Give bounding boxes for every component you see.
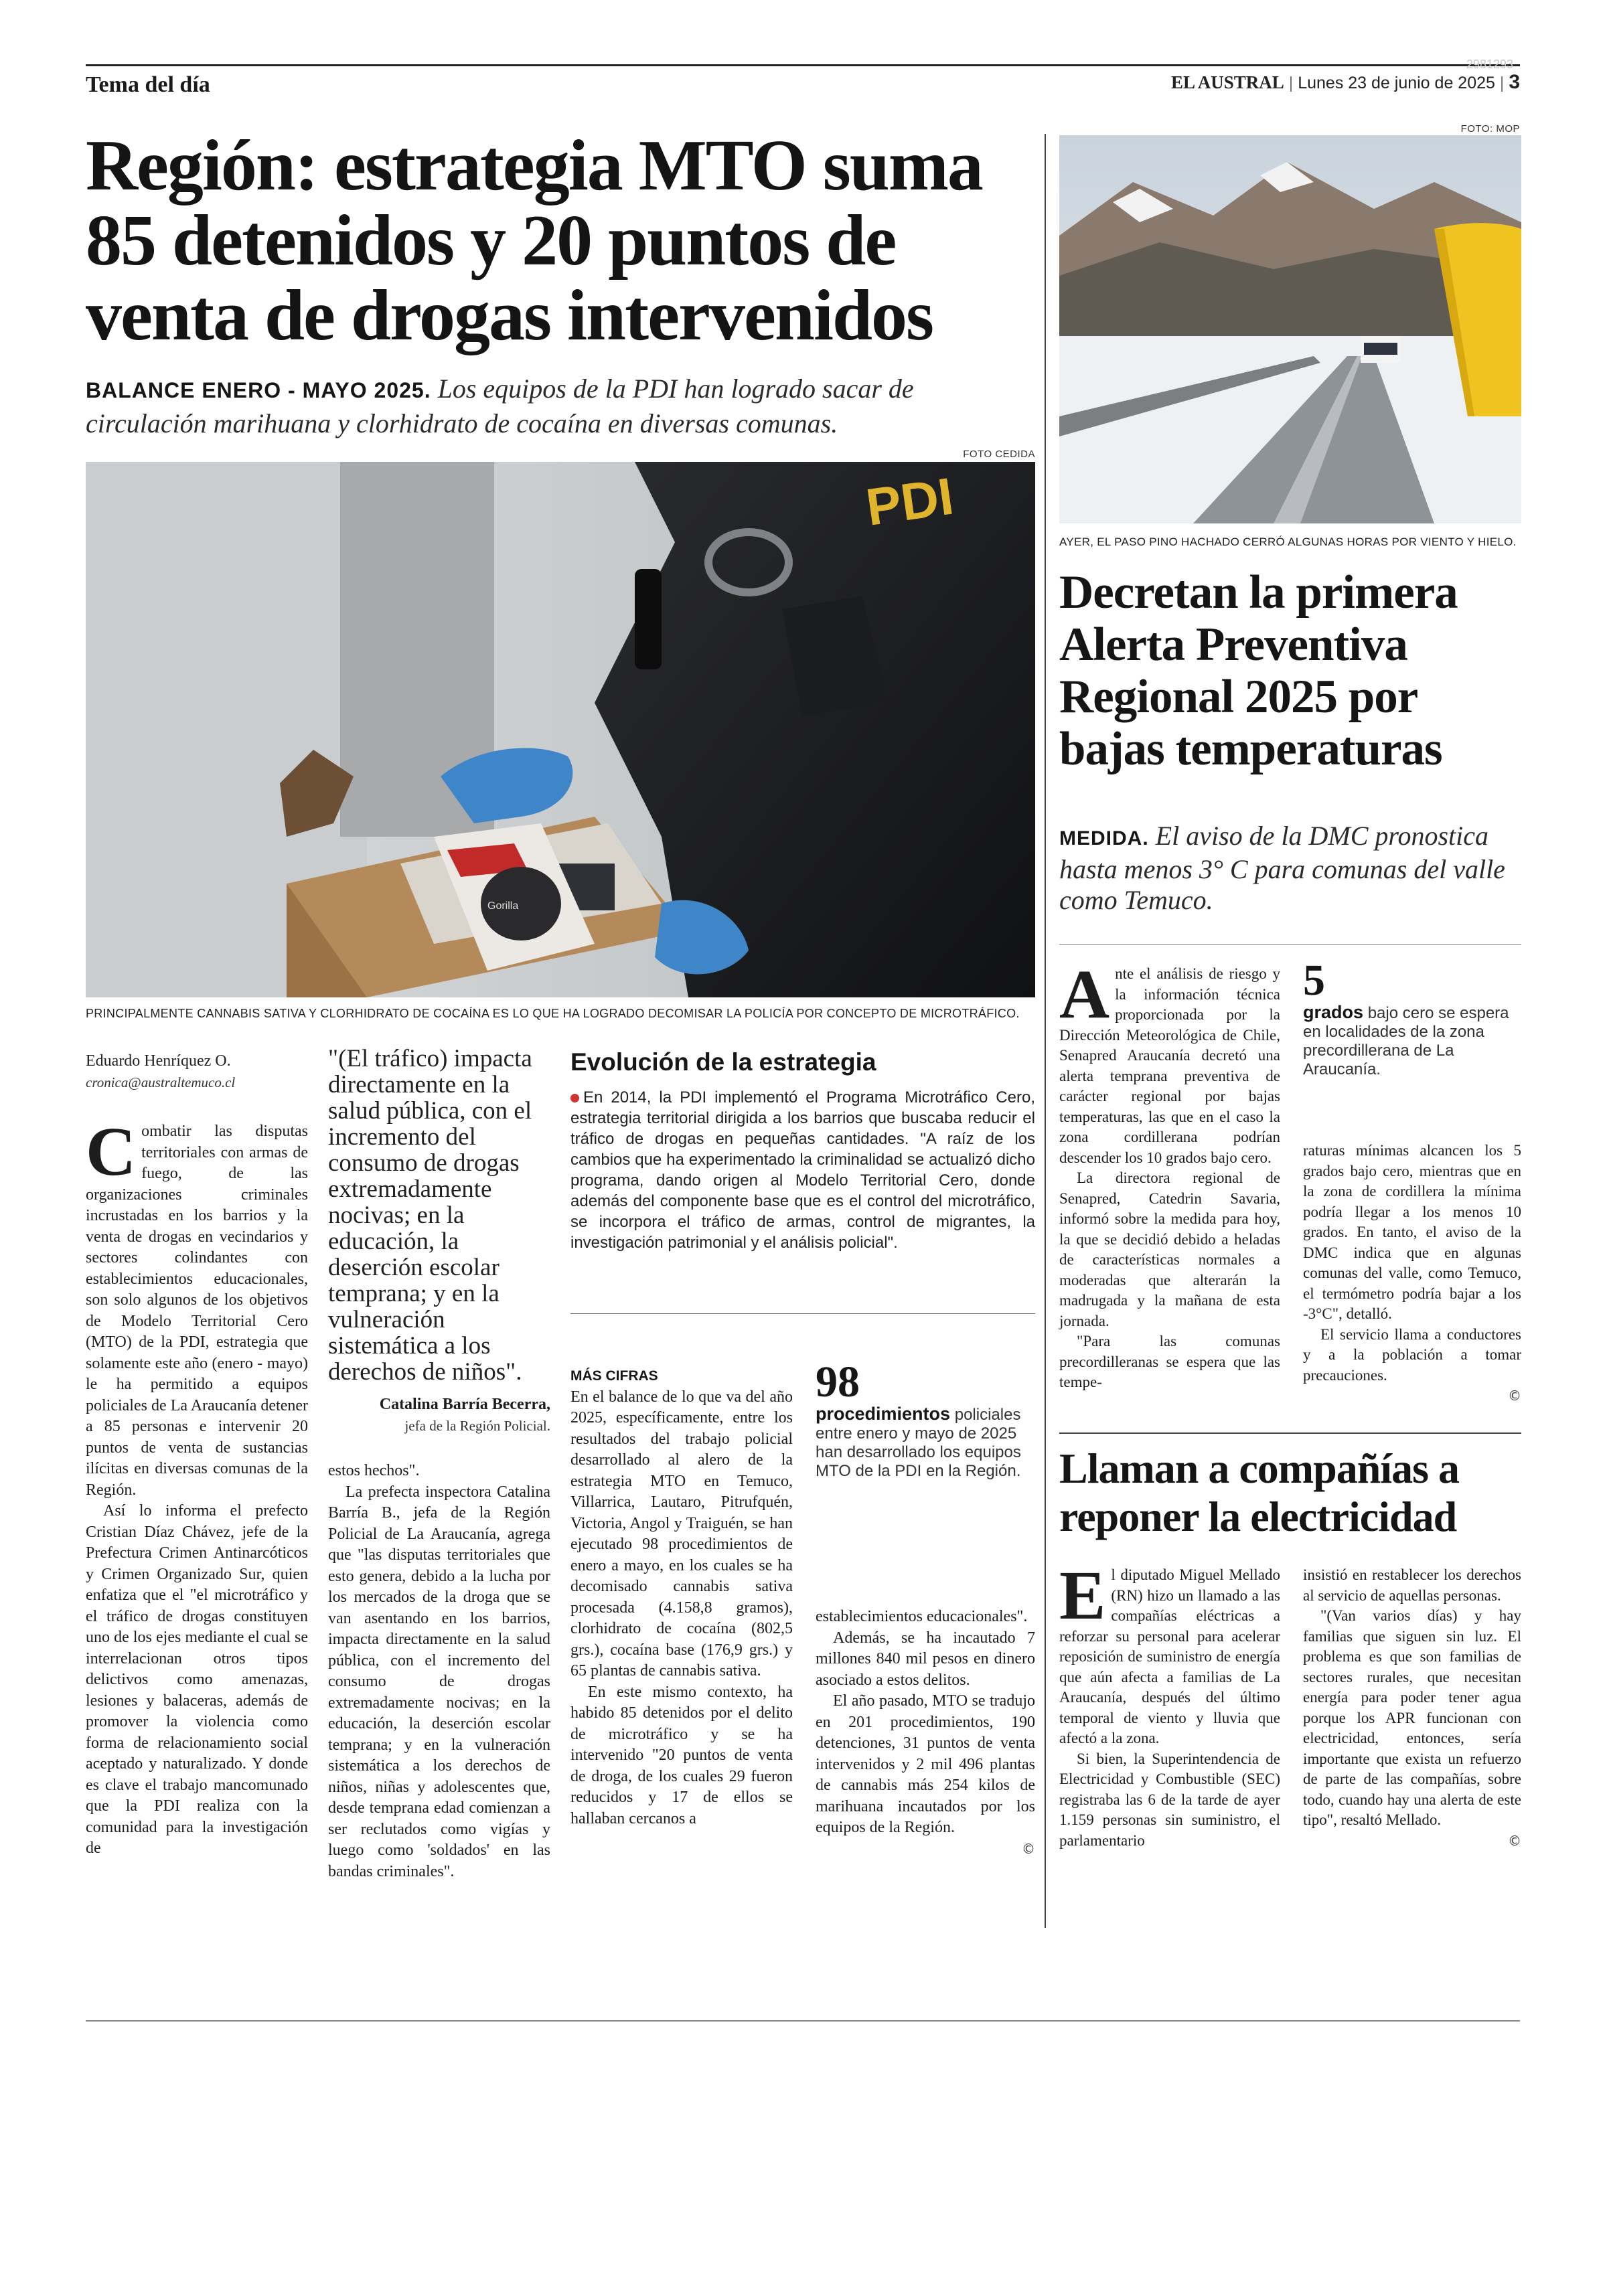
snowy-road-photo [1059,135,1521,523]
footer-rule [86,2020,1520,2022]
main-photo [86,462,1035,997]
main-deck-kicker: BALANCE ENERO - MAYO 2025. [86,378,431,402]
stat-procedimientos [816,1360,1035,1481]
stat-number: 5 [1303,956,1325,1005]
column-4 [816,1607,1035,1860]
article-paragraph: En el balance de lo que va del año 2025, específicamente, entre los resultados del trabajo policial desarrollado al alero de la estrategia MTO en Temuco, Villarrica, Lautaro, Pitrufquén, Victoria, Angol y Traiguén, se han ejecutado 98 procedimientos de enero a mayo, en los cuales se ha decomisado cannabis sativa procesada (4.158,8 gramos), clorhidrato de cocaína (802,5 grs.), cocaína base (176,9 grs.) y 65 plantas de cannabis sativa. [570,1388,793,1679]
electricity-column-1 [1059,1557,1280,1851]
mas-cifras-label: MÁS CIFRAS [570,1368,658,1384]
page-stamp: 2981293 [1466,58,1513,71]
evolution-text: En 2014, la PDI implementó el Programa Microtráfico Cero, estrategia territorial dirigida a los barrios que buscaba reducir el tráfico de drogas en pequeñas cantidades. "A raíz de los cambios que ha experimentado la criminalidad se actualizó dicho programa, dando origen al Modelo Territorial Cero, donde además del componente base que es el control del microtráfico, se incorpora el tráfico de armas, control de migrantes, la investigación patrimonial y el análisis policial". [570,1088,1035,1252]
article-paragraph: Si bien, la Superintendencia de Electricidad y Combustible (SEC) registraba las 6 de la tarde de ayer 1.159 personas sin suministro, el parlamentario [1059,1750,1280,1849]
byline-email[interactable]: cronica@australtemuco.cl [86,1074,236,1090]
drop-cap: A [1059,956,1110,1033]
article-paragraph: La prefecta inspectora Catalina Barría B., jefa de la Región Policial de La Araucanía, agrega que "las disputas territoriales que esto genera, debido a la lucha por los mercados de la droga que se van asentando en los barrios, impacta directamente en la salud pública, con el incremento del consumo de drogas extremadamente nocivas; en la educación, la deserción escolar temprana; y en la vulneración sistemática a los derechos de niños, niñas y adolescentes que, desde temprana edad comienzan a ser reclutados como vigías y luego como 'soldados' en las bandas criminales". [328,1483,550,1880]
cold-alert-deck [1059,821,1521,916]
main-photo-caption: PRINCIPALMENTE CANNABIS SATIVA Y CLORHIDRATO DE COCAÍNA ES LO QUE HA LOGRADO DECOMISAR LA POLICÍA POR CONCEPTO DE MICROTRÁFICO. [86,1007,1020,1020]
cold-alert-column-2 [1303,1141,1521,1406]
stat-grados [1303,956,1521,1079]
quote-role: jefa de la Región Policial. [404,1417,550,1434]
article-paragraph: Así lo informa el prefecto Cristian Díaz Chávez, jefe de la Prefectura Crimen Antinarcóticos y Crimen Organizado Sur, quien enfatiza que el "el microtráfico y el tráfico de drogas constituyen uno de los ejes mediante el cual se interrelacionan otros tipos delictivos como amenazas, lesiones y balaceras, además de promover la violencia como forma de relacionamiento social aceptado y naturalizado. Y donde es clave el trabajo mancomunado que la PDI realiza con la comunidad para la investigación de [86,1502,308,1857]
electricity-headline: Llaman a compañías a reponer la electricidad [1059,1445,1459,1540]
section-label: Tema del día [86,72,210,97]
page-number: 3 [1509,71,1520,93]
article-paragraph: La directora regional de Senapred, Catedrin Savaria, informó sobre la medida para hoy, la que se decidió debido a heladas de características normales a moderadas que alterarán la madrugada y la mañana de esta jornada. [1059,1169,1280,1329]
article-paragraph: estos hechos". [328,1462,420,1479]
newspaper-name: EL AUSTRAL [1170,72,1284,92]
cold-alert-column-1 [1059,956,1280,1393]
road-photo-caption: AYER, EL PASO PINO HACHADO CERRÓ ALGUNAS HORAS POR VIENTO Y HIELO. [1059,536,1517,548]
stat-number: 98 [816,1358,860,1406]
column-2 [328,1046,550,1882]
issue-date: Lunes 23 de junio de 2025 [1298,74,1495,92]
end-mark: © [1508,1832,1521,1849]
article-paragraph: Combatir las disputas territoriales con armas de fuego, de las organizaciones criminales incrustadas en los barrios y la venta de drogas en vecindarios y sectores colindantes con establecimientos educacionales, son solo algunos de los objetivos de Modelo Territorial Cero (MTO) de la PDI, estrategia que solamente este año (enero - mayo) le ha permitido a equipos policiales de La Araucanía detener a 85 personas e intervenir 20 puntos de venta de sustancias ilícitas en diversas comunas de la Región. [86,1113,308,1499]
main-deck [86,372,1037,440]
end-mark: © [1508,1388,1521,1404]
article-paragraph: "(Van varios días) y hay familias que siguen sin luz. El problema es que son familias de sectores rurales, que necesitan energía para poder tener agua porque los APR funcionan con electricidad, entonces, sería importante que exista un refuerzo de parte de las compañías, sobre todo, cuando hay una alerta de este tipo", resaltó Mellado. [1303,1607,1521,1828]
header-rule [86,64,1520,66]
publication-info: EL AUSTRAL | Lunes 23 de junio de 2025 | 3 [1170,71,1520,93]
road-photo [1059,135,1521,523]
main-deck-text: Los equipos de la PDI han logrado sacar de circulación marihuana y clorhidrato de cocaína en diversas comunas. [86,374,914,438]
cold-alert-deck-kicker: MEDIDA. [1059,827,1149,849]
column-3 [570,1366,793,1829]
article-paragraph: raturas mínimas alcancen los 5 grados bajo cero, mientras que en la zona de cordillera la mínima podría llegar a los menos 10 grados. En tanto, el aviso de la DMC indica que en algunas comunas del valle, como Temuco, el termómetro podría bajar a los -3°C", detalló. [1303,1142,1521,1322]
main-headline: Región: estrategia MTO suma 85 detenidos y 20 puntos de venta de drogas intervenidos [86,126,982,355]
stat-label: procedimientos policiales entre enero y mayo de 2025 han desarrollado los equipos MTO de la PDI en la Región. [816,1404,1021,1480]
article-paragraph: establecimientos educacionales". [816,1608,1028,1625]
main-photo-credit: FOTO CEDIDA [963,448,1035,460]
stat-label: grados bajo cero se espera en localidades de la zona precordillerana de La Araucanía. [1303,1002,1509,1078]
column-1 [86,1051,308,1860]
pdi-officer-photo [86,462,1035,997]
article-paragraph: Además, se ha incautado 7 millones 840 mil pesos en dinero asociado a estos delitos. [816,1629,1035,1689]
article-paragraph: En este mismo contexto, ha habido 85 detenidos por el delito de microtráfico y se ha intervenido "20 puntos de venta de droga, de los cuales 29 fueron reducidos y 17 de ellos se hallaban cercanos a [570,1683,793,1827]
article-paragraph: insistió en restablecer los derechos al servicio de aquellas personas. [1303,1566,1521,1604]
evolution-box [570,1048,1035,1253]
pull-quote: "(El tráfico) impacta directamente en la salud pública, con el incremento del consumo de drogas extremadamente nocivas; en la educación, la deserción escolar temprana; y en la vulneración sistemática a los derechos de niños". [328,1045,532,1386]
article-paragraph: Ante el análisis de riesgo y la información técnica proporcionada por la Dirección Meteorológica de Chile, Senapred Araucanía decretó una alerta temprana preventiva de carácter regional por bajas temperaturas, las que en el caso la zona cordillerana podrían descender los 10 grados bajo cero. [1059,956,1280,1166]
electricity-column-2 [1303,1565,1521,1851]
drop-cap: C [86,1113,137,1190]
article-paragraph: "Para las comunas precordilleranas se espera que las tempe- [1059,1333,1280,1390]
byline-name: Eduardo Henríquez O. [86,1052,231,1070]
cold-alert-headline: Decretan la primera Alerta Preventiva Regional 2025 por bajas temperaturas [1059,566,1458,775]
quote-author: Catalina Barría Becerra, [379,1396,550,1413]
drop-cap: E [1059,1557,1106,1634]
cold-alert-deck-text: El aviso de la DMC pronostica hasta menos 3° C para comunas del valle como Temuco. [1059,821,1505,915]
gorilla-patch-text: Gorilla [487,900,519,912]
evolution-title: Evolución de la estrategia [570,1048,876,1076]
bullet-dot [570,1094,579,1102]
pdi-badge-text: PDI [862,466,958,537]
article-paragraph: El año pasado, MTO se tradujo en 201 procedimientos, 190 detenciones, 31 puntos de venta intervenidos y 2 mil 496 plantas de cannabis más 254 kilos de marihuana incautados por los equipos de la Región. [816,1692,1035,1836]
right-photo-credit: FOTO: MOP [1460,123,1520,135]
article-paragraph: El servicio llama a conductores y a la población a tomar precauciones. [1303,1325,1521,1384]
article-paragraph: El diputado Miguel Mellado (RN) hizo un llamado a las compañías eléctricas a reforzar su personal para acelerar reposición de suministro de energía que aún afecta a familias de La Araucanía, después del último temporal de viento y lluvia que afectó a la zona. [1059,1557,1280,1746]
end-mark: © [1022,1840,1035,1857]
